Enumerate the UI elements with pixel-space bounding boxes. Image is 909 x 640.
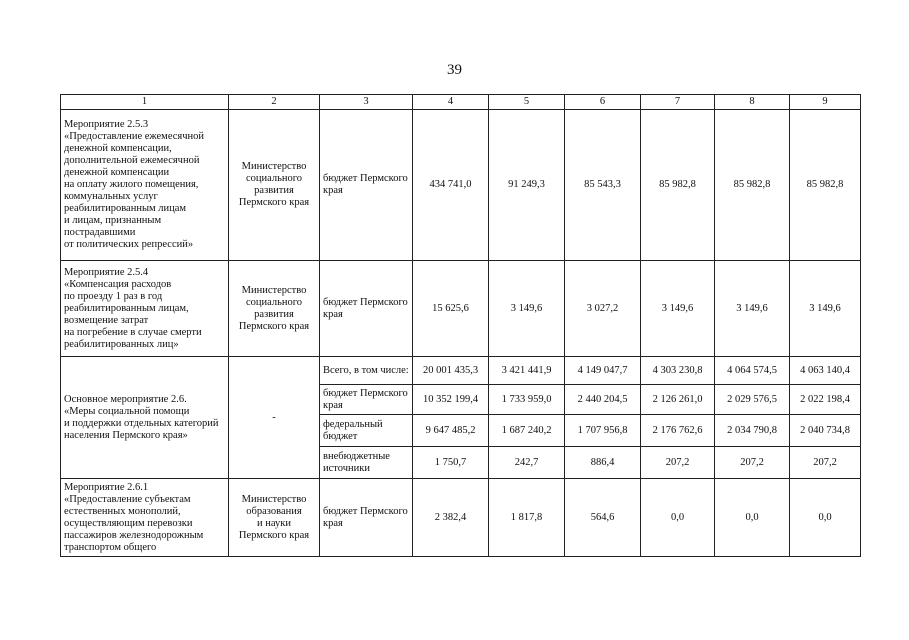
value-cell: 434 741,0 — [413, 110, 489, 261]
value-cell: 85 982,8 — [715, 110, 790, 261]
table-row — [61, 110, 861, 261]
value-cell: 4 149 047,7 — [565, 357, 641, 385]
value-cell: 1 687 240,2 — [489, 415, 565, 447]
header-row — [61, 95, 861, 110]
value-cell: 2 176 762,6 — [641, 415, 715, 447]
value-cell: 3 149,6 — [790, 261, 861, 357]
value-cell: 85 982,8 — [790, 110, 861, 261]
funding-source: бюджет Пермского края — [320, 261, 413, 357]
value-cell: 1 817,8 — [489, 479, 565, 557]
measure-name: Мероприятие 2.5.3 «Предоставление ежемесячной денежной компенсации, дополнительной ежемесячной денежной компенсации на оплату жилого помещения, коммунальных услуг реабилитированным лицам и лицам, признанным пострадавшими от политических репрессий» — [61, 110, 229, 261]
value-cell: 0,0 — [790, 479, 861, 557]
value-cell: 2 440 204,5 — [565, 385, 641, 415]
value-cell: 85 982,8 — [641, 110, 715, 261]
value-cell: 2 126 261,0 — [641, 385, 715, 415]
value-cell: 3 027,2 — [565, 261, 641, 357]
funding-source: Всего, в том числе: — [320, 357, 413, 385]
column-header: 2 — [229, 95, 320, 110]
value-cell: 564,6 — [565, 479, 641, 557]
measure-name: Мероприятие 2.6.1 «Предоставление субъектам естественных монополий, осуществляющим перевозки пассажиров железнодорожным транспортом общего — [61, 479, 229, 557]
value-cell: 4 064 574,5 — [715, 357, 790, 385]
value-cell: 3 149,6 — [715, 261, 790, 357]
column-header: 5 — [489, 95, 565, 110]
value-cell: 3 149,6 — [641, 261, 715, 357]
funding-source: бюджет Пермского края — [320, 110, 413, 261]
column-header: 7 — [641, 95, 715, 110]
column-header: 3 — [320, 95, 413, 110]
value-cell: 4 303 230,8 — [641, 357, 715, 385]
value-cell: 3 421 441,9 — [489, 357, 565, 385]
value-cell: 2 040 734,8 — [790, 415, 861, 447]
page-number: 39 — [447, 62, 462, 78]
value-cell: 0,0 — [641, 479, 715, 557]
executor: Министерство социального развития Пермского края — [229, 110, 320, 261]
executor: Министерство образования и науки Пермского края — [229, 479, 320, 557]
value-cell: 91 249,3 — [489, 110, 565, 261]
executor: - — [229, 357, 320, 479]
funding-source: внебюджетные источники — [320, 447, 413, 479]
funding-source: федеральный бюджет — [320, 415, 413, 447]
value-cell: 3 149,6 — [489, 261, 565, 357]
value-cell: 1 733 959,0 — [489, 385, 565, 415]
value-cell: 242,7 — [489, 447, 565, 479]
value-cell: 10 352 199,4 — [413, 385, 489, 415]
column-header: 9 — [790, 95, 861, 110]
measure-name: Основное мероприятие 2.6. «Меры социальной помощи и поддержки отдельных категорий населения Пермского края» — [61, 357, 229, 479]
funding-source: бюджет Пермского края — [320, 479, 413, 557]
value-cell: 2 382,4 — [413, 479, 489, 557]
column-header: 1 — [61, 95, 229, 110]
value-cell: 2 029 576,5 — [715, 385, 790, 415]
table-row — [61, 357, 861, 385]
value-cell: 886,4 — [565, 447, 641, 479]
table-row — [61, 261, 861, 357]
executor: Министерство социального развития Пермского края — [229, 261, 320, 357]
value-cell: 15 625,6 — [413, 261, 489, 357]
column-header: 4 — [413, 95, 489, 110]
value-cell: 207,2 — [790, 447, 861, 479]
table-row — [61, 479, 861, 557]
measure-name: Мероприятие 2.5.4 «Компенсация расходов по проезду 1 раз в год реабилитированным лицам, возмещение затрат на погребение в случае смерти реабилитированных лиц» — [61, 261, 229, 357]
value-cell: 2 034 790,8 — [715, 415, 790, 447]
budget-table — [60, 94, 861, 557]
value-cell: 2 022 198,4 — [790, 385, 861, 415]
value-cell: 9 647 485,2 — [413, 415, 489, 447]
value-cell: 20 001 435,3 — [413, 357, 489, 385]
funding-source: бюджет Пермского края — [320, 385, 413, 415]
value-cell: 4 063 140,4 — [790, 357, 861, 385]
value-cell: 207,2 — [641, 447, 715, 479]
value-cell: 1 750,7 — [413, 447, 489, 479]
value-cell: 85 543,3 — [565, 110, 641, 261]
column-header: 6 — [565, 95, 641, 110]
value-cell: 207,2 — [715, 447, 790, 479]
value-cell: 0,0 — [715, 479, 790, 557]
column-header: 8 — [715, 95, 790, 110]
value-cell: 1 707 956,8 — [565, 415, 641, 447]
